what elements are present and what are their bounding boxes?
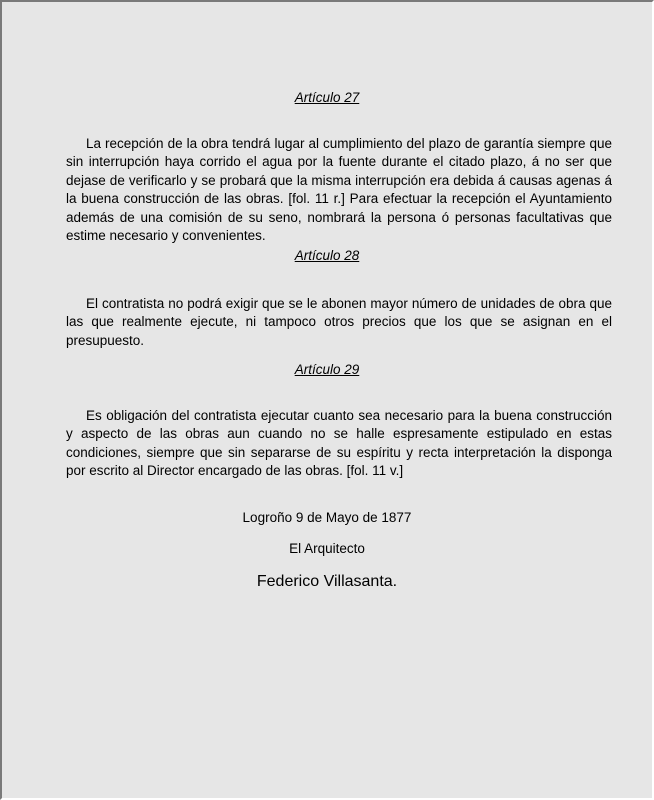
article-29-heading: Artículo 29	[294, 362, 360, 377]
author-role: El Arquitecto	[289, 541, 365, 556]
article-28-text: El contratista no podrá exigir que se le abonen mayor número de unidades de obra que las que realmente ejecute, ni tampoco otros precios que los que se asignan en el presupuesto.	[66, 296, 612, 348]
article-29-text: Es obligación del contratista ejecutar cuanto sea necesario para la buena construcción y aspecto de las obras aun cuando no se halle espresamente estipulado en estas condiciones, siempre que sin separarse de su espíritu y recta interpretación la disponga por escrito al Director encargado de las obras. [fol. 11 v.]	[66, 408, 612, 479]
article-28-heading: Artículo 28	[294, 248, 360, 263]
place-date: Logroño 9 de Mayo de 1877	[242, 510, 412, 525]
signature-name: Federico Villasanta.	[256, 573, 398, 590]
article-27-heading: Artículo 27	[294, 90, 360, 105]
article-27-text: La recepción de la obra tendrá lugar al cumplimiento del plazo de garantía siempre que sin interrupción haya corrido el agua por la fuente durante el citado plazo, á no ser que dejase de verificarlo y se probará que la misma interrupción era debida á causas agenas á la buena construcción de las obras. [fol. 11 r.] Para efectuar la recepción el Ayuntamiento además de una comisión de su seno, nombrará la persona ó personas facultativas que estime necesario y convenientes.	[66, 136, 612, 244]
